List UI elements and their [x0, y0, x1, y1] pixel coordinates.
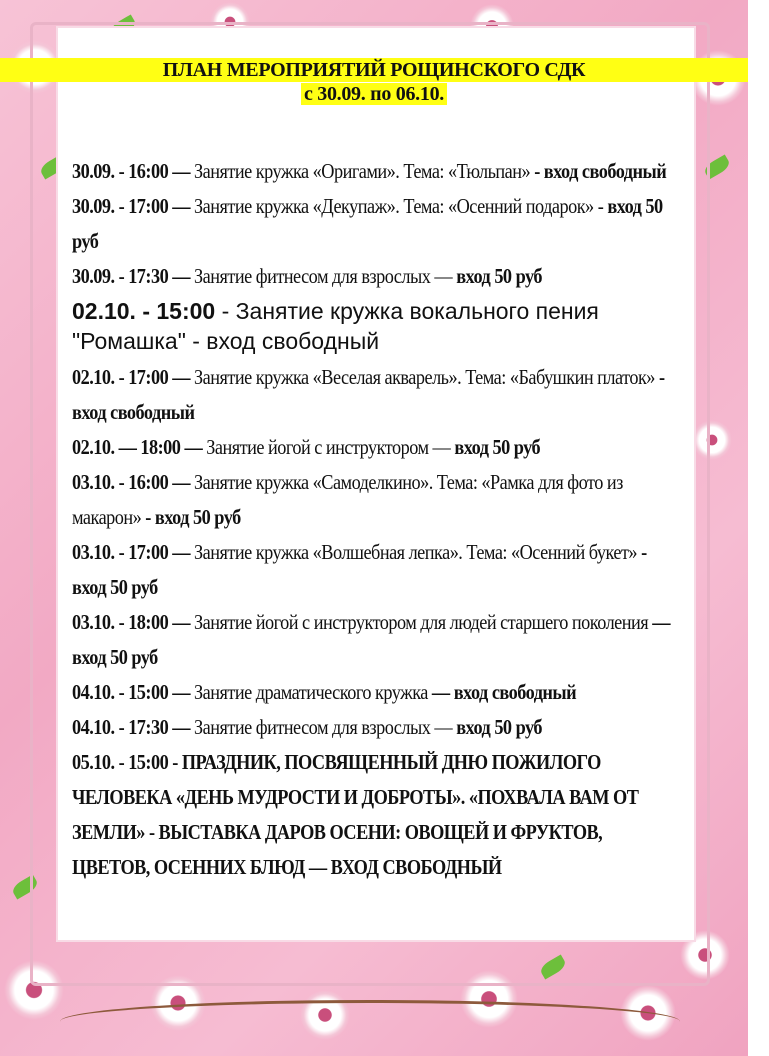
event-entry — [72, 296, 682, 356]
title-line-1 — [0, 58, 748, 82]
blossom-decoration — [692, 420, 732, 460]
event-text: Занятие кружка «Оригами». Тема: «Тюльпан» — [190, 159, 535, 183]
event-entry — [72, 154, 672, 189]
event-datetime: 02.10. — 18:00 — — [72, 435, 203, 459]
event-datetime: 04.10. - 15:00 — — [72, 680, 191, 704]
event-fee: вход 50 руб — [456, 264, 542, 288]
title-text-1: ПЛАН МЕРОПРИЯТИЙ РОЩИНСКОГО СДК — [160, 59, 589, 81]
event-datetime: 30.09. - 16:00 — — [72, 159, 191, 183]
event-datetime: 03.10. - 18:00 — — [72, 610, 191, 634]
page-title — [0, 58, 748, 106]
event-entry — [72, 605, 672, 675]
event-text: Занятие йогой с инструктором для людей старшего поколения — [190, 610, 653, 634]
leaf-decoration — [10, 874, 40, 899]
branch-decoration — [60, 1000, 680, 1043]
event-text: ПРАЗДНИК, ПОСВЯЩЕННЫЙ ДНЮ ПОЖИЛОГО ЧЕЛОВЕКА «ДЕНЬ МУДРОСТИ И ДОБРОТЫ». «ПОХВАЛА ВАМ ОТ ЗЕМЛИ» - ВЫСТАВКА ДАРОВ ОСЕНИ: ОВОЩЕЙ И ФРУКТОВ, ЦВЕТОВ, ОСЕННИХ БЛЮД — [72, 750, 639, 879]
event-text: Занятие кружка «Веселая акварель». Тема: «Бабушкин платок» — [190, 365, 659, 389]
event-entry — [72, 360, 672, 430]
leaf-decoration — [538, 954, 568, 979]
title-line-2: с 30.09. по 06.10. — [301, 83, 447, 105]
event-datetime: 02.10. - 17:00 — — [72, 365, 191, 389]
event-fee: - вход свободный — [534, 159, 667, 183]
event-fee: - вход 50 руб — [72, 540, 647, 599]
event-entry — [72, 675, 672, 710]
event-entry — [72, 430, 672, 465]
event-datetime: 02.10. - 15:00 — [72, 298, 216, 324]
event-text: Занятие кружка «Волшебная лепка». Тема: «Осенний букет» — [190, 540, 642, 564]
event-datetime: 30.09. - 17:30 — — [72, 264, 191, 288]
event-fee: вход 50 руб — [72, 194, 663, 253]
events-list — [72, 154, 674, 885]
event-text: Занятие драматического кружка — [190, 680, 432, 704]
event-text: - Занятие кружка вокального пения "Ромашка" - вход свободный — [72, 298, 599, 354]
event-fee: вход 50 руб — [454, 435, 541, 459]
event-fee: - вход свободный — [72, 365, 665, 424]
event-fee: — вход свободный — [431, 680, 577, 704]
event-datetime: 03.10. - 17:00 — — [72, 540, 191, 564]
event-text: Занятие фитнесом для взрослых — — [190, 264, 457, 288]
leaf-decoration — [702, 154, 732, 179]
event-entry — [72, 189, 672, 259]
event-entry — [72, 259, 672, 294]
blossom-decoration — [4, 960, 64, 1020]
event-text: Занятие фитнесом для взрослых — — [190, 715, 457, 739]
event-text: Занятие кружка «Самоделкино». Тема: «Рамка для фото из макарон» — [72, 470, 623, 529]
event-text: Занятие кружка «Декупаж». Тема: «Осенний подарок» - — [190, 194, 608, 218]
event-datetime: 05.10. - 15:00 - — [72, 750, 178, 774]
event-entry — [72, 535, 672, 605]
event-entry — [72, 745, 672, 885]
event-fee: вход 50 руб — [456, 715, 542, 739]
event-datetime: 03.10. - 16:00 — — [72, 470, 191, 494]
event-entry — [72, 710, 672, 745]
event-datetime: 04.10. - 17:30 — — [72, 715, 191, 739]
event-fee: — ВХОД СВОБОДНЫЙ — [308, 855, 502, 879]
event-fee: - вход 50 руб — [145, 505, 241, 529]
event-fee: — вход 50 руб — [72, 610, 670, 669]
event-text: Занятие йогой с инструктором — — [202, 435, 455, 459]
event-entry — [72, 465, 672, 535]
event-datetime: 30.09. - 17:00 — — [72, 194, 191, 218]
